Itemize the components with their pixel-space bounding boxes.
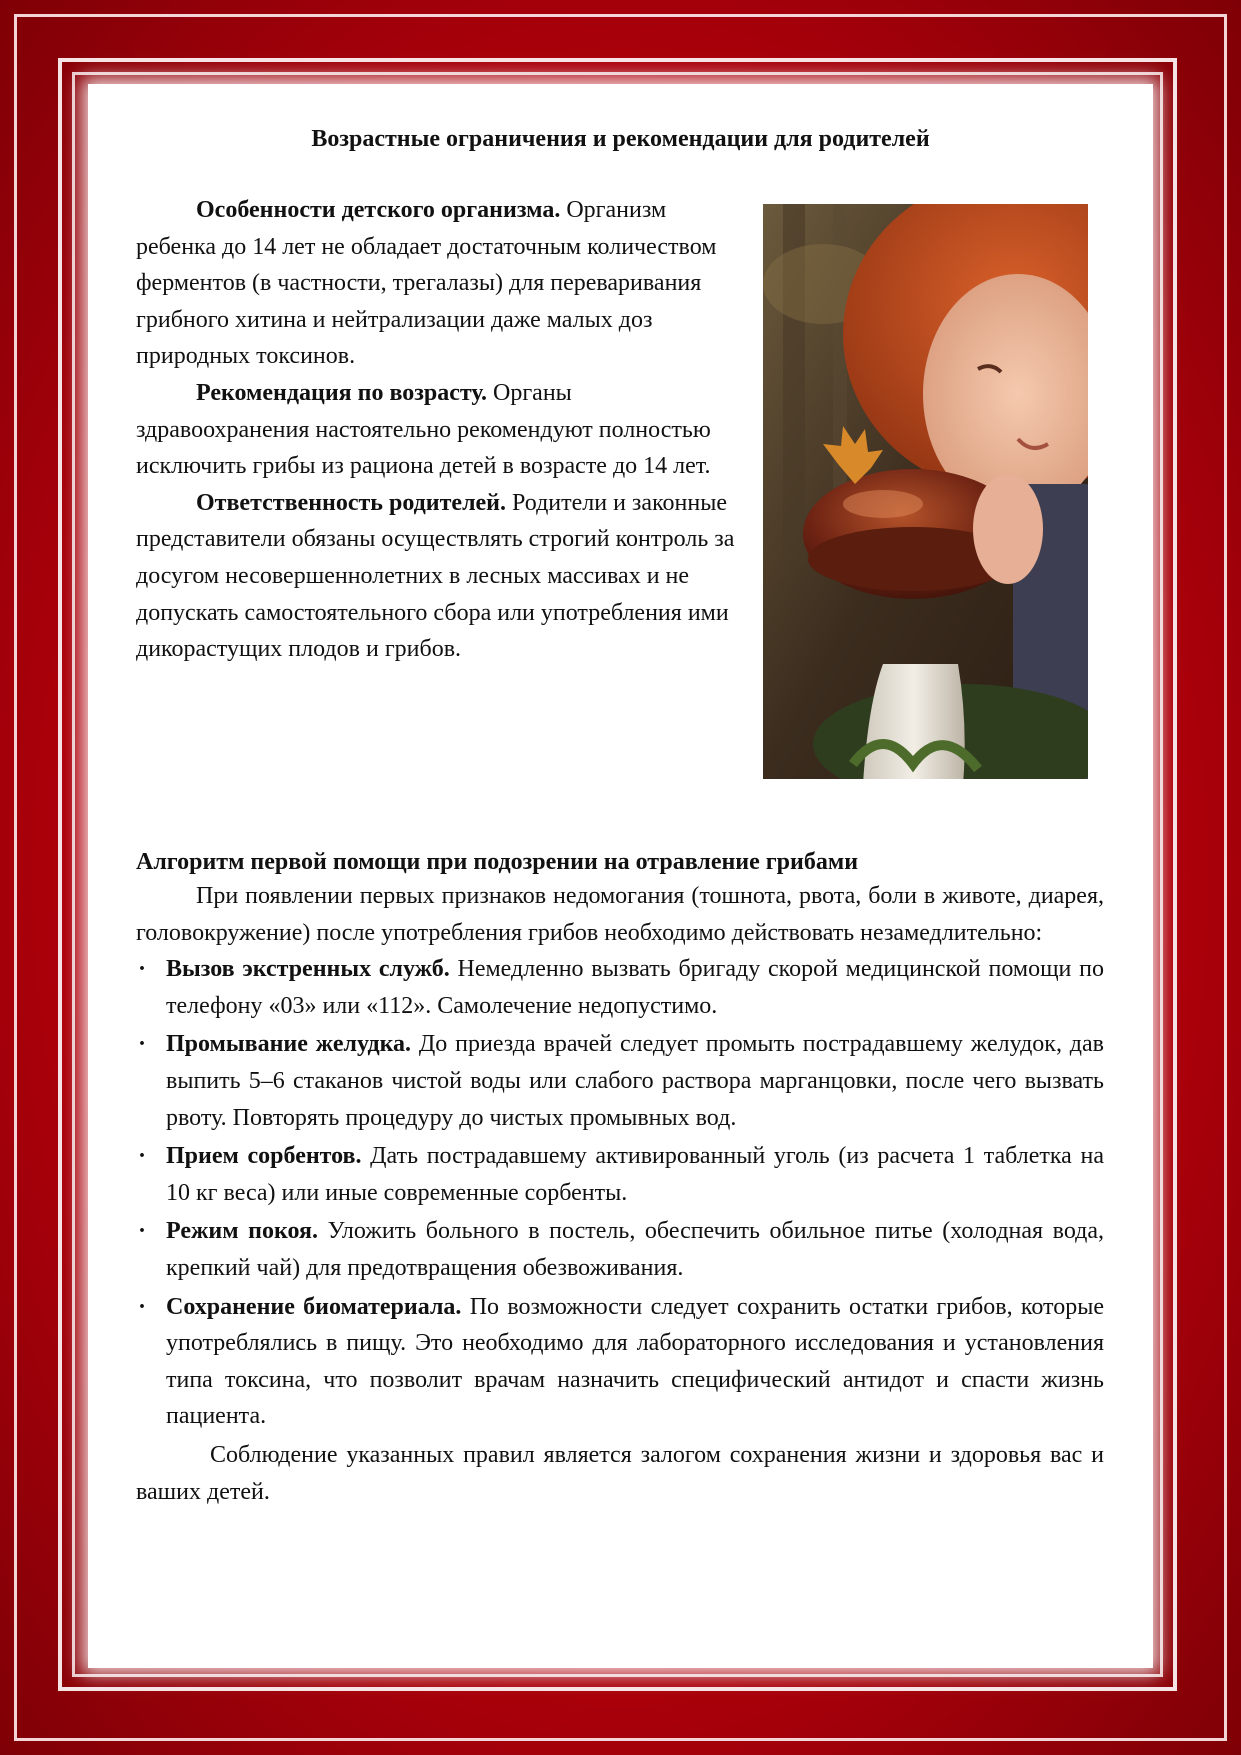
first-aid-section: [136, 846, 1104, 1510]
step-heading: Прием сорбентов.: [166, 1143, 362, 1170]
paragraph-text: Организм ребенка до 14 лет не обладает достаточным количеством ферментов (в частности, трегалазы) для переваривания грибного хитина и нейтрализации даже малых доз природных токсинов.: [136, 197, 717, 370]
paragraph-heading: Рекомендация по возрасту.: [196, 379, 487, 406]
step-heading: Вызов экстренных служб.: [166, 956, 450, 983]
paragraph-text: Органы здравоохранения настоятельно рекомендуют полностью исключить грибы из рациона детей в возрасте до 14 лет.: [136, 379, 711, 480]
bullet-icon: ·: [138, 1143, 147, 1170]
paragraph-heading: Особенности детского организма.: [196, 197, 561, 223]
list-item: [136, 1213, 1104, 1286]
step-text: Дать пострадавшему активированный уголь (из расчета 1 таблетка на 10 кг веса) или иные современные сорбенты.: [166, 1143, 1104, 1206]
bullet-icon: ·: [138, 1218, 147, 1245]
step-text: Уложить больного в постель, обеспечить обильное питье (холодная вода, крепкий чай) для предотвращения обезвоживания.: [166, 1218, 1104, 1281]
document-page: [88, 84, 1153, 1668]
paragraph-age-recommendation: [136, 375, 736, 485]
age-recommendations-column: [136, 192, 736, 668]
step-text: Немедленно вызвать бригаду скорой медицинской помощи по телефону «03» или «112». Самолечение недопустимо.: [166, 956, 1104, 1019]
step-text: По возможности следует сохранить остатки грибов, которые употреблялись в пищу. Это необходимо для лабораторного исследования и установления типа токсина, что позволит врачам назначить специфический антидот и спасти жизнь пациента.: [166, 1293, 1104, 1430]
paragraph-text: Родители и законные представители обязаны осуществлять строгий контроль за досугом несовершеннолетних в лесных массивах и не допускать самостоятельного сбора или употребления ими дикорастущих плодов и грибов.: [136, 489, 735, 663]
paragraph-parent-responsibility: [136, 485, 736, 668]
photo-child-with-mushroom: [763, 204, 1088, 779]
closing-paragraph: Соблюдение указанных правил является залогом сохранения жизни и здоровья вас и ваших детей.: [136, 1441, 1104, 1505]
page-title: Возрастные ограничения и рекомендации для родителей: [311, 126, 930, 152]
step-heading: Сохранение биоматериала.: [166, 1293, 462, 1320]
step-heading: Режим покоя.: [166, 1218, 319, 1245]
list-item: [136, 1026, 1104, 1136]
bullet-icon: ·: [138, 1031, 147, 1058]
paragraph-child-organism: [136, 192, 736, 375]
list-item: [136, 1138, 1104, 1211]
first-aid-intro: При появлении первых признаков недомогания (тошнота, рвота, боли в животе, диарея, головокружение) после употребления грибов необходимо действовать незамедлительно:: [136, 883, 1104, 946]
step-heading: Промывание желудка.: [166, 1031, 412, 1058]
paragraph-heading: Ответственность родителей.: [196, 489, 507, 516]
list-item: [136, 1289, 1104, 1435]
bullet-icon: ·: [138, 956, 147, 983]
list-item: [136, 951, 1104, 1024]
step-text: До приезда врачей следует промыть пострадавшему желудок, дав выпить 5–6 стаканов чистой воды или слабого раствора марганцовки, после чего вызвать рвоту. Повторять процедуру до чистых промывных вод.: [166, 1031, 1104, 1131]
first-aid-steps: [136, 951, 1104, 1435]
bullet-icon: ·: [138, 1293, 147, 1320]
first-aid-title: Алгоритм первой помощи при подозрении на отравление грибами: [136, 849, 859, 875]
